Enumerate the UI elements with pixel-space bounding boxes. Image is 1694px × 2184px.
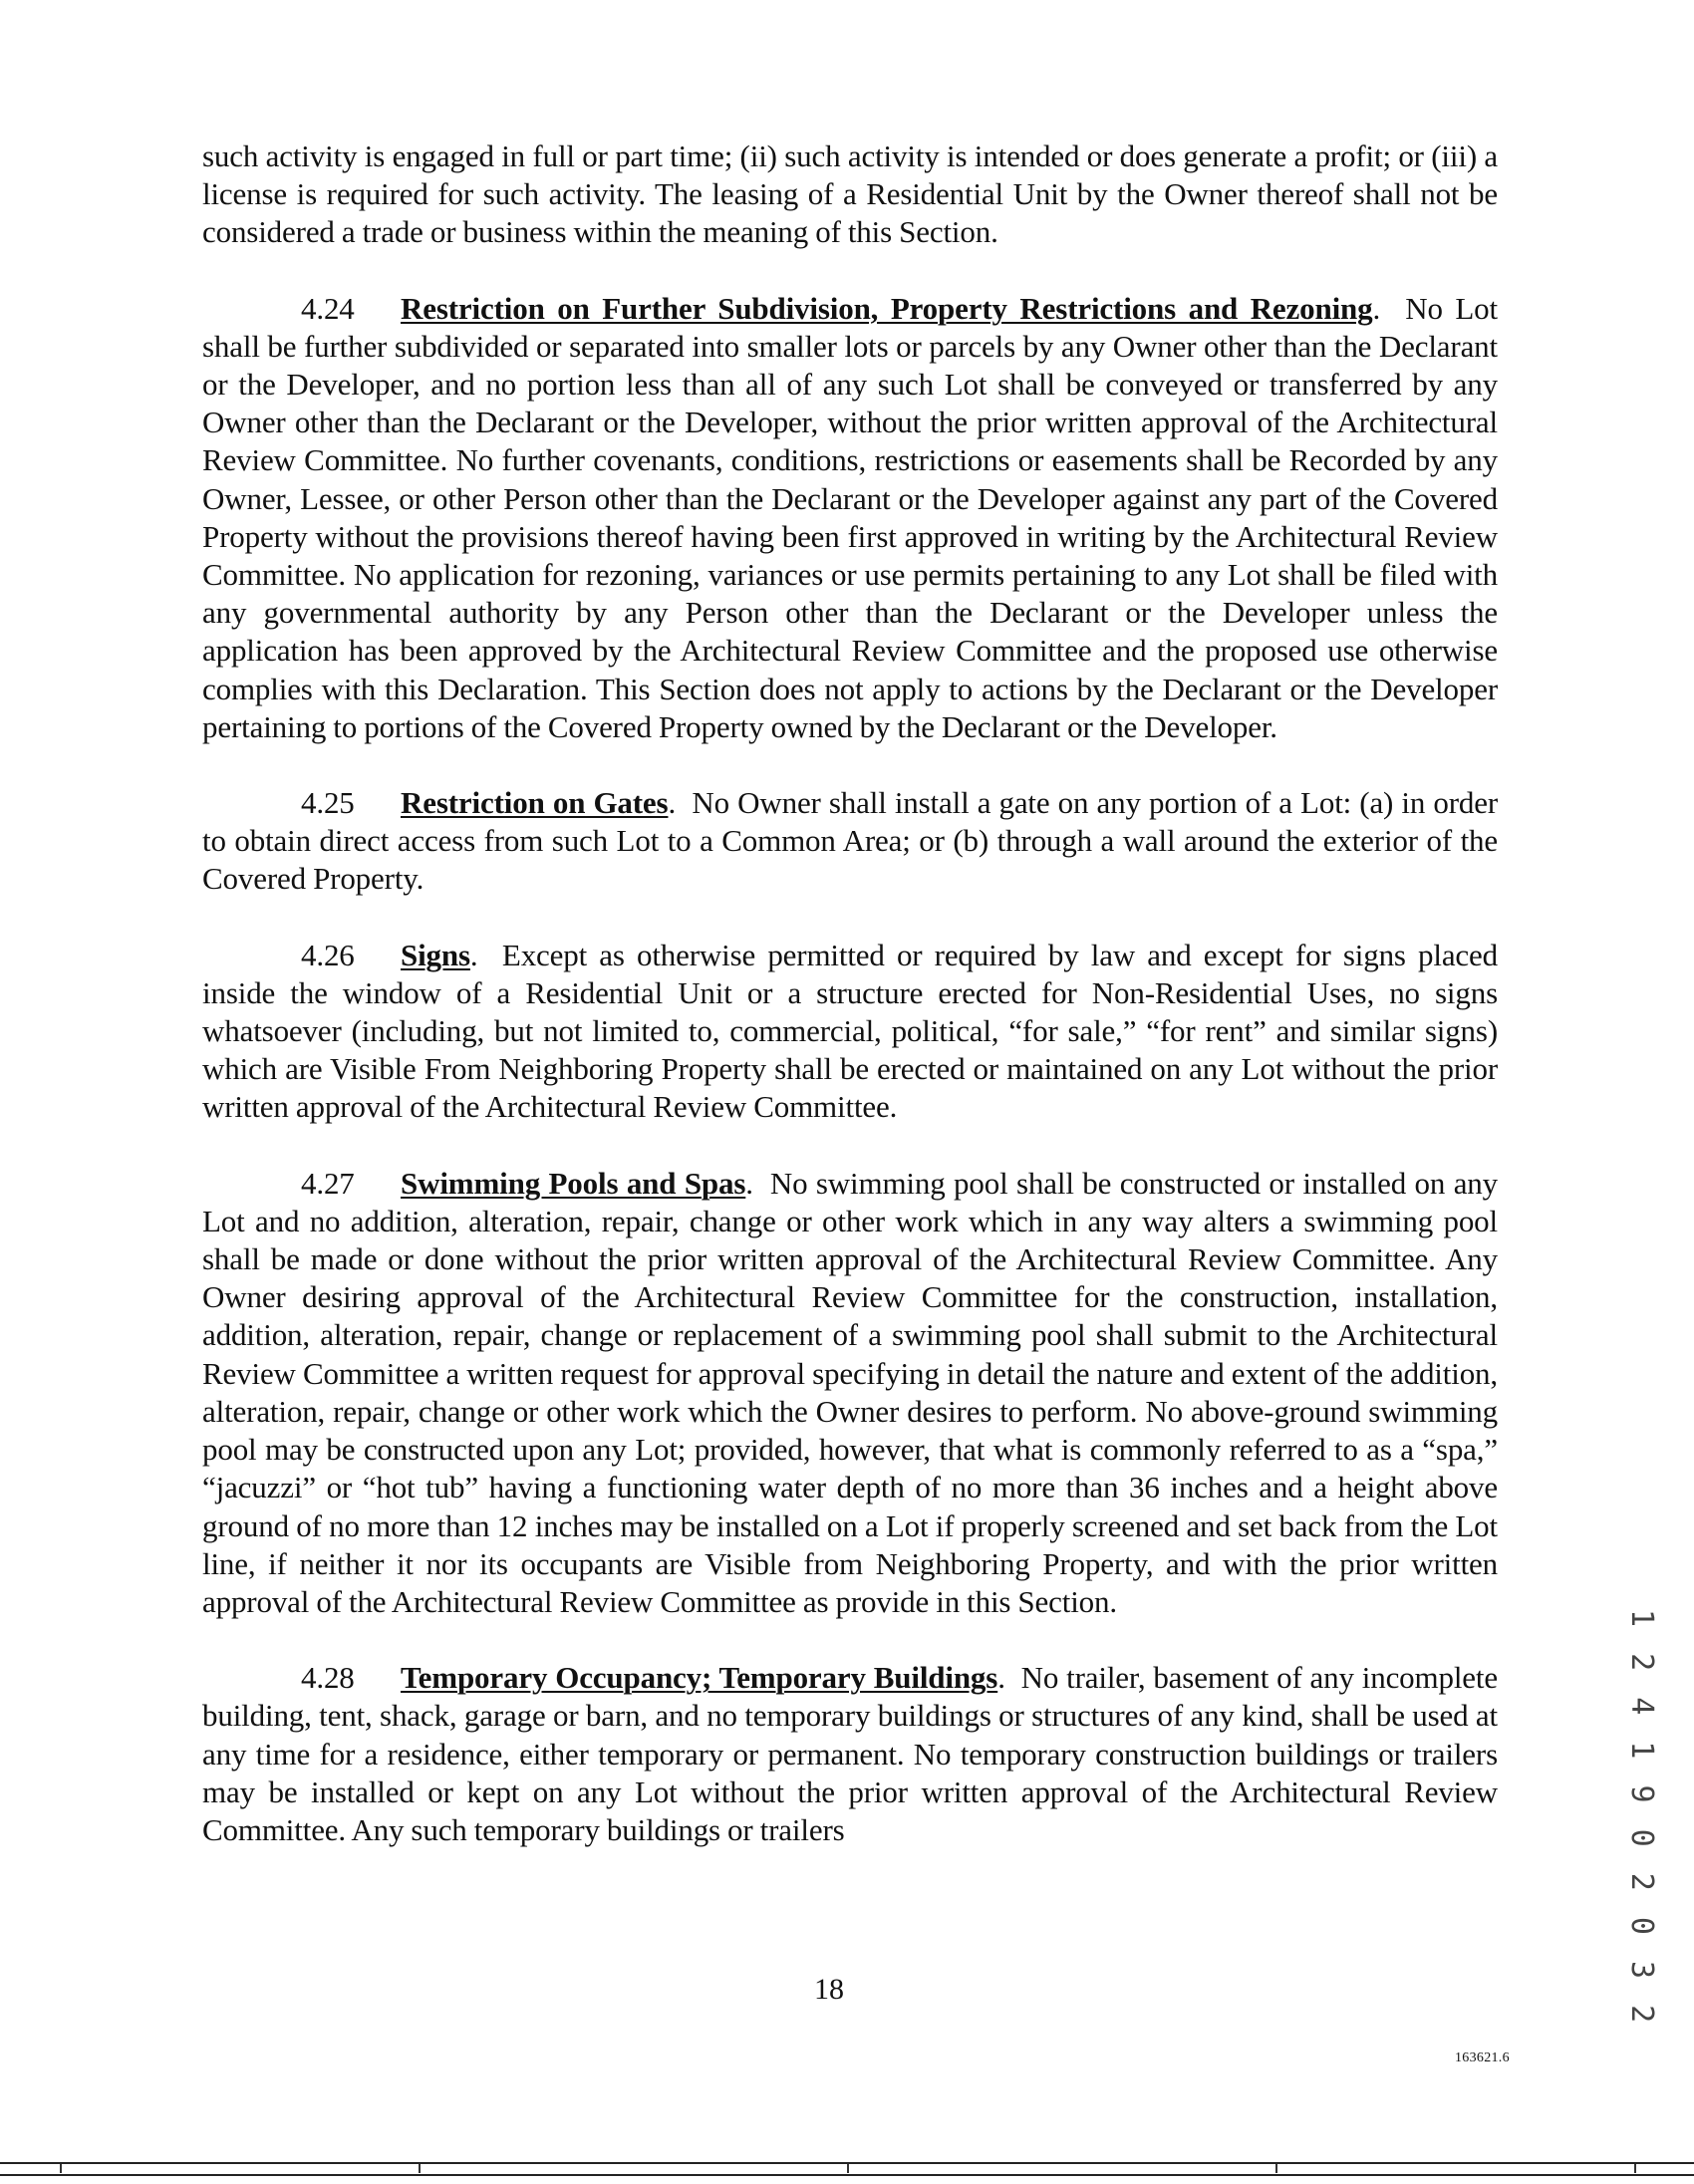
- section-4-28: [202, 1659, 1498, 1849]
- section-text: No Lot shall be further subdivided or separated into smaller lots or parcels by any Owner other than the Declarant or the Developer, and no portion less than all of any such Lot shall be conveyed or transferred by any Owner other than the Declarant or the Developer, without the prior written approval of the Architectural Review Committee. No further covenants, conditions, restrictions or easements shall be Recorded by any Owner, Lessee, or other Person other than the Declarant or the Developer against any part of the Covered Property without the provisions thereof having been first approved in writing by the Architectural Review Committee. No application for rezoning, variances or use permits pertaining to any Lot shall be filed with any governmental authority by any Person other than the Declarant or the Developer unless the application has been approved by the Architectural Review Committee and the proposed use otherwise complies with this Declaration. This Section does not apply to actions by the Declarant or the Developer pertaining to portions of the Covered Property owned by the Declarant or the Developer.: [202, 290, 1498, 744]
- section-4-24: [202, 290, 1498, 746]
- section-heading-punct: .: [997, 1660, 1005, 1696]
- margin-stamp-text: 1 2 4 1 9 0 2 0 3 2: [1624, 1609, 1659, 2028]
- section-text: No trailer, basement of any incomplete building, tent, shack, garage or barn, and no temporary buildings or structures of any kind, shall be used at any time for a residence, either temporary or permanent. No temporary construction buildings or trailers may be installed or kept on any Lot without the prior written approval of the Architectural Review Committee. Any such temporary buildings or trailers: [202, 1660, 1498, 1847]
- scan-mark: [847, 2164, 849, 2173]
- section-heading: Restriction on Further Subdivision, Property Restrictions and Rezoning: [401, 290, 1373, 326]
- section-text: No Owner shall install a gate on any portion of a Lot: (a) in order to obtain direct access from such Lot to a Common Area; or (b) through a wall around the exterior of the Covered Property.: [202, 785, 1499, 897]
- section-number: 4.26: [301, 937, 355, 972]
- section-heading: Swimming Pools and Spas: [401, 1165, 746, 1201]
- continuation-text: such activity is engaged in full or part time; (ii) such activity is intended or does generate a profit; or (iii) a license is required for such activity. The leasing of a Residential Unit by the Owner thereof shall not be considered a trade or business within the meaning of this Section.: [202, 138, 1498, 250]
- document-code: 163621.6: [1455, 2050, 1510, 2065]
- section-number: 4.25: [301, 785, 355, 821]
- section-number: 4.24: [301, 290, 355, 326]
- section-text: Except as otherwise permitted or required by law and except for signs placed inside the window of a Residential Unit or a structure erected for Non-Residential Uses, no signs whatsoever (including, but not limited to, commercial, political, “for sale,” “for rent” and similar signs) which are Visible From Neighboring Property shall be erected or maintained on any Lot without the prior written approval of the Architectural Review Committee.: [202, 937, 1499, 1125]
- section-heading: Temporary Occupancy; Temporary Buildings: [401, 1660, 998, 1696]
- section-number: 4.27: [301, 1165, 355, 1201]
- scan-border-bottom: [0, 2174, 1694, 2176]
- document-body: [202, 137, 1498, 1849]
- section-heading: Restriction on Gates: [401, 785, 669, 821]
- section-number: 4.28: [301, 1660, 355, 1696]
- section-heading: Signs: [401, 937, 470, 972]
- scan-mark: [60, 2164, 62, 2173]
- scan-mark: [1634, 2164, 1636, 2173]
- section-4-25: [202, 784, 1498, 899]
- section-heading-punct: .: [668, 785, 677, 821]
- section-text: No swimming pool shall be constructed or installed on any Lot and no addition, alteration, repair, change or other work which in any way alters a swimming pool shall be made or done without the prior written approval of the Architectural Review Committee. Any Owner desiring approval of the Architectural Review Committee for the construction, installation, addition, alteration, repair, change or replacement of a swimming pool shall submit to the Architectural Review Committee a written request for approval specifying in detail the nature and extent of the addition, alteration, repair, change or other work which the Owner desires to perform. No above-ground swimming pool may be constructed upon any Lot; provided, however, that what is commonly referred to as a “spa,” “jacuzzi” or “hot tub” having a functioning water depth of no more than 36 inches and a height above ground of no more than 12 inches may be installed on a Lot if properly screened and set back from the Lot line, if neither it nor its occupants are Visible from Neighboring Property, and with the prior written approval of the Architectural Review Committee as provide in this Section.: [202, 1165, 1499, 1619]
- section-heading-punct: .: [469, 937, 478, 972]
- continuation-paragraph: [202, 137, 1498, 252]
- section-4-27: [202, 1165, 1498, 1621]
- section-heading-punct: .: [745, 1165, 753, 1201]
- section-4-26: [202, 937, 1498, 1127]
- margin-recording-stamp: [1624, 1609, 1667, 2028]
- section-heading-punct: .: [1372, 290, 1381, 326]
- scan-mark: [419, 2164, 421, 2173]
- page-number: 18: [814, 1973, 844, 2006]
- scan-mark: [1275, 2164, 1277, 2173]
